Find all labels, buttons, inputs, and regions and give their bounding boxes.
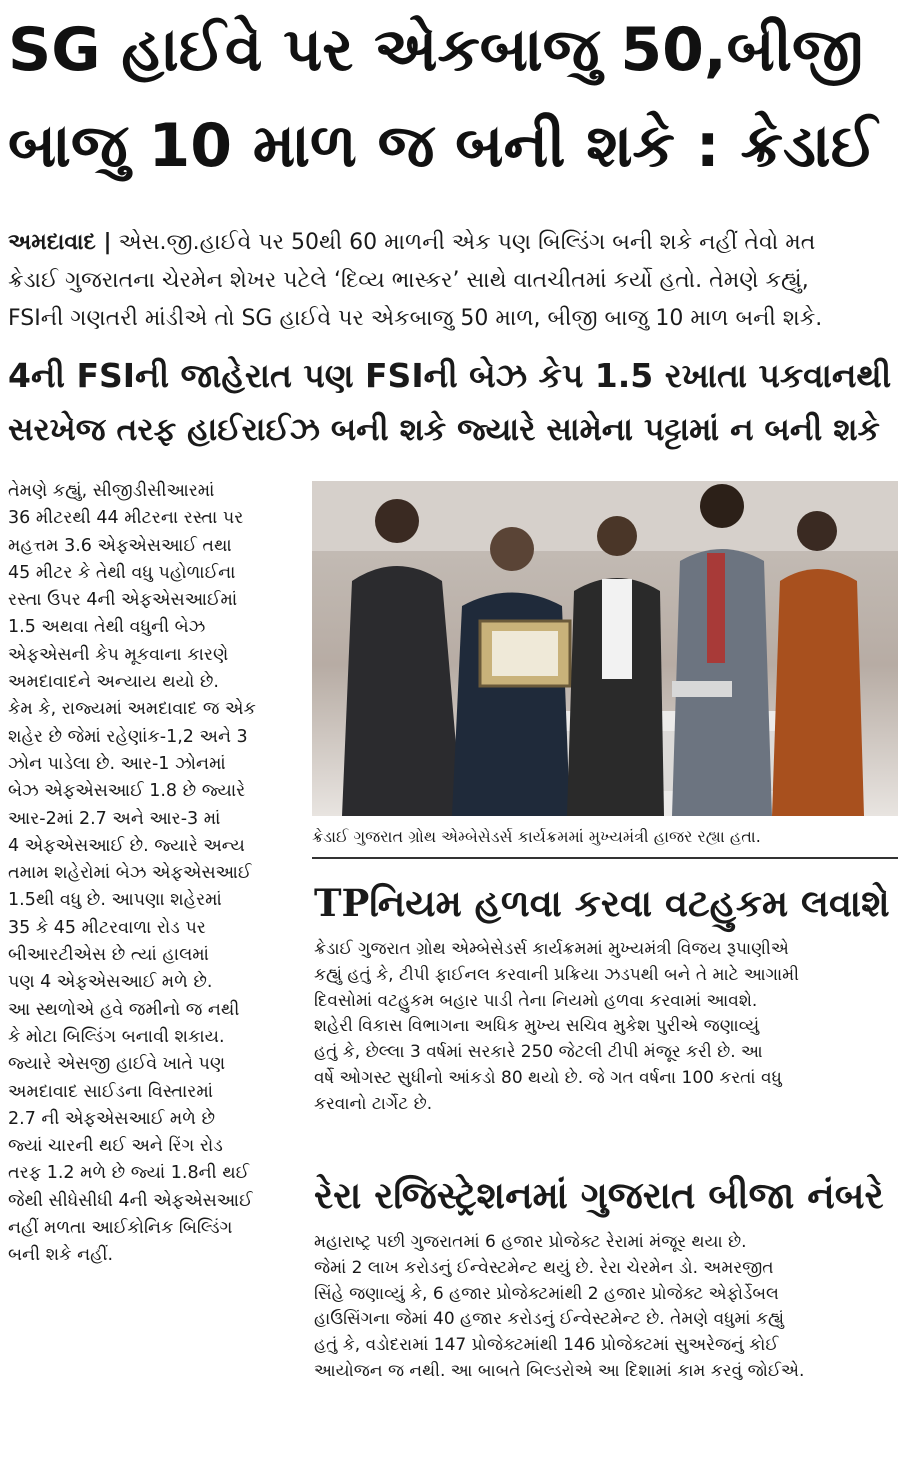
body-line: જ્યાં ચારની થઈ અને રિંગ રોડ xyxy=(8,1136,223,1157)
event-photo xyxy=(312,481,898,816)
body-line: શહેર છે જેમાં રહેણાંક-1,2 અને 3 xyxy=(8,726,248,747)
body-line: જેથી સીધેસીધી 4ની એફએસઆઈ xyxy=(8,1190,253,1211)
body-line: બેઝ એફએસઆઈ 1.8 છે જ્યારે xyxy=(8,781,246,802)
body-line: 1.5થી વધુ છે. આપણા શહેરમાં xyxy=(8,890,222,911)
body-line: તમામ શહેરોમાં બેઝ એફએસઆઈ xyxy=(8,863,252,884)
body-line: 35 કે 45 મીટરવાળા રોડ પર xyxy=(8,917,206,938)
body-line: દિવસોમાં વટહુકમ બહાર પાડી તેના નિયમો હળવા કરવામાં આવશે. xyxy=(314,990,758,1011)
body-line: આર-2માં 2.7 અને આર-3 માં xyxy=(8,808,221,829)
body-line: વર્ષે ઓગસ્ટ સુધીનો આંકડો 80 થયો છે. જે ગત વર્ષના 100 કરતાં વધુ xyxy=(314,1067,782,1088)
body-line: 2.7 ની એફએસઆઈ મળે છે xyxy=(8,1108,216,1129)
left-column-body xyxy=(8,478,306,1270)
lead-line-2: ક્રેડાઈ ગુજરાતના ચેરમેન શેખર પટેલે ‘દિવ્ય ભાસ્કર’ સાથે વાતચીતમાં કર્યો હતો. તેમણે કહ્યું, xyxy=(8,268,809,293)
tp-story-heading xyxy=(314,872,898,935)
body-line: નહીં મળતા આઈકોનિક બિલ્ડિંગ xyxy=(8,1218,233,1239)
body-line: કહ્યું હતું કે, ટીપી ફાઈનલ કરવાની પ્રક્રિયા ઝડપથી બને તે માટે આગામી xyxy=(314,964,800,985)
body-line: 45 મીટર કે તેથી વધુ પહોળાઈના xyxy=(8,562,236,583)
tp-story-body xyxy=(314,937,898,1118)
body-line: એફએસની કેપ મૂકવાના કારણે xyxy=(8,644,229,665)
body-line: મહત્તમ 3.6 એફએસઆઈ તથા xyxy=(8,535,232,556)
body-line: જ્યારે એસજી હાઈવે ખાતે પણ xyxy=(8,1054,226,1075)
body-line: કરવાનો ટાર્ગેટ છે. xyxy=(314,1093,433,1114)
tp-heading-text: નિયમ હળવા કરવા વટહુકમ લવાશે xyxy=(369,882,890,925)
lead-line-3: FSIની ગણતરી માંડીએ તો SG હાઈવે પર એકબાજુ 50 માળ, બીજી બાજુ 10 માળ બની શકે. xyxy=(8,306,823,331)
body-line: કેમ કે, રાજ્યમાં અમદાવાદ જ એક xyxy=(8,699,256,720)
tp-heading-abbrev: TP xyxy=(314,881,370,925)
body-line: જેમાં 2 લાખ કરોડનું ઈન્વેસ્ટમેન્ટ થયું છે. રેરા ચેરમેન ડો. અમરજીત xyxy=(314,1257,774,1278)
body-line: સિંહે જણાવ્યું કે, 6 હજાર પ્રોજેક્ટમાંથી 2 હજાર પ્રોજેક્ટ એફોર્ડેબલ xyxy=(314,1283,779,1304)
body-line: તેમણે કહ્યું, સીજીડીસીઆરમાં xyxy=(8,481,215,501)
headline-line-1: SG હાઈવે પર એકબાજુ 50,બીજી xyxy=(8,15,864,85)
body-line: તરફ 1.2 મળે છે જ્યાં 1.8ની થઈ xyxy=(8,1163,250,1184)
dateline: અમદાવાદ | xyxy=(8,230,112,255)
body-line: 4 એફએસઆઈ છે. જ્યારે અન્ય xyxy=(8,835,245,856)
body-line: બીઆરટીએસ છે ત્યાં હાલમાં xyxy=(8,945,209,966)
lead-paragraph xyxy=(8,224,893,338)
subheadline-line-2: સરખેજ તરફ હાઈરાઈઝ બની શકે જ્યારે સામેના પટ્ટામાં ન બની શકે xyxy=(8,412,880,448)
body-line: અમદાવાદ સાઈડના વિસ્તારમાં xyxy=(8,1081,213,1102)
body-line: ક્રેડાઈ ગુજરાત ગ્રોથ એમ્બેસેડર્સ કાર્યક્રમમાં મુખ્યમંત્રી વિજય રૂપાણીએ xyxy=(314,939,789,959)
lead-line-1: એસ.જી.હાઈવે પર 50થી 60 માળની એક પણ બિલ્ડિંગ બની શકે નહીં તેવો મત xyxy=(111,230,816,255)
body-line: બની શકે નહીં. xyxy=(8,1245,114,1266)
body-line: હતું કે, વડોદરામાં 147 પ્રોજેક્ટમાંથી 146 પ્રોજેક્ટમાં સુઅરેજનું કોઈ xyxy=(314,1335,779,1356)
body-line: આયોજન જ નથી. આ બાબતે બિલ્ડરોએ આ દિશામાં કામ કરવું જોઈએ. xyxy=(314,1360,805,1381)
body-line: શહેરી વિકાસ વિભાગના અધિક મુખ્ય સચિવ મુકેશ પુરીએ જણાવ્યું xyxy=(314,1016,760,1037)
body-line: મહારાષ્ટ્ર પછી ગુજરાતમાં 6 હજાર પ્રોજેક્ટ રેરામાં મંજૂર થયા છે. xyxy=(314,1232,747,1252)
body-line: પણ 4 એફએસઆઈ મળે છે. xyxy=(8,972,213,993)
body-line: હતું કે, છેલ્લા 3 વર્ષમાં સરકારે 250 જેટલી ટીપી મંજૂર કરી છે. આ xyxy=(314,1042,763,1063)
photo-caption: ક્રેડાઈ ગુજરાત ગ્રોથ એમ્બેસેડર્સ કાર્યક્રમમાં મુખ્યમંત્રી હાજર રહ્યા હતા. xyxy=(312,827,761,846)
body-line: રસ્તા ઉપર 4ની એફએસઆઈમાં xyxy=(8,590,238,611)
divider xyxy=(312,857,898,859)
body-line: કે મોટા બિલ્ડિંગ બનાવી શકાય. xyxy=(8,1026,225,1047)
body-line: 36 મીટરથી 44 મીટરના રસ્તા પર xyxy=(8,508,244,529)
body-line: અમદાવાદને અન્યાય થયો છે. xyxy=(8,672,219,693)
headline-line-2: બાજુ 10 માળ જ બની શકે : ક્રેડાઈ xyxy=(8,111,877,181)
rera-story-heading: રેરા રજિસ્ટ્રેશનમાં ગુજરાત બીજા નંબરે xyxy=(314,1174,884,1217)
event-photo-illustration xyxy=(312,481,898,816)
body-line: આ સ્થળોએ હવે જમીનો જ નથી xyxy=(8,999,240,1020)
body-line: ઝોન પાડેલા છે. આર-1 ઝોનમાં xyxy=(8,753,226,774)
subheadline-line-1: 4ની FSIની જાહેરાત પણ FSIની બેઝ કેપ 1.5 રખાતા પકવાનથી xyxy=(8,356,892,395)
rera-story-body xyxy=(314,1230,898,1385)
body-line: 1.5 અથવા તેથી વધુની બેઝ xyxy=(8,617,206,638)
body-line: હાઉસિંગના જેમાં 40 હજાર કરોડનું ઈન્વેસ્ટમેન્ટ છે. તેમણે વધુમાં કહ્યું xyxy=(314,1309,784,1330)
